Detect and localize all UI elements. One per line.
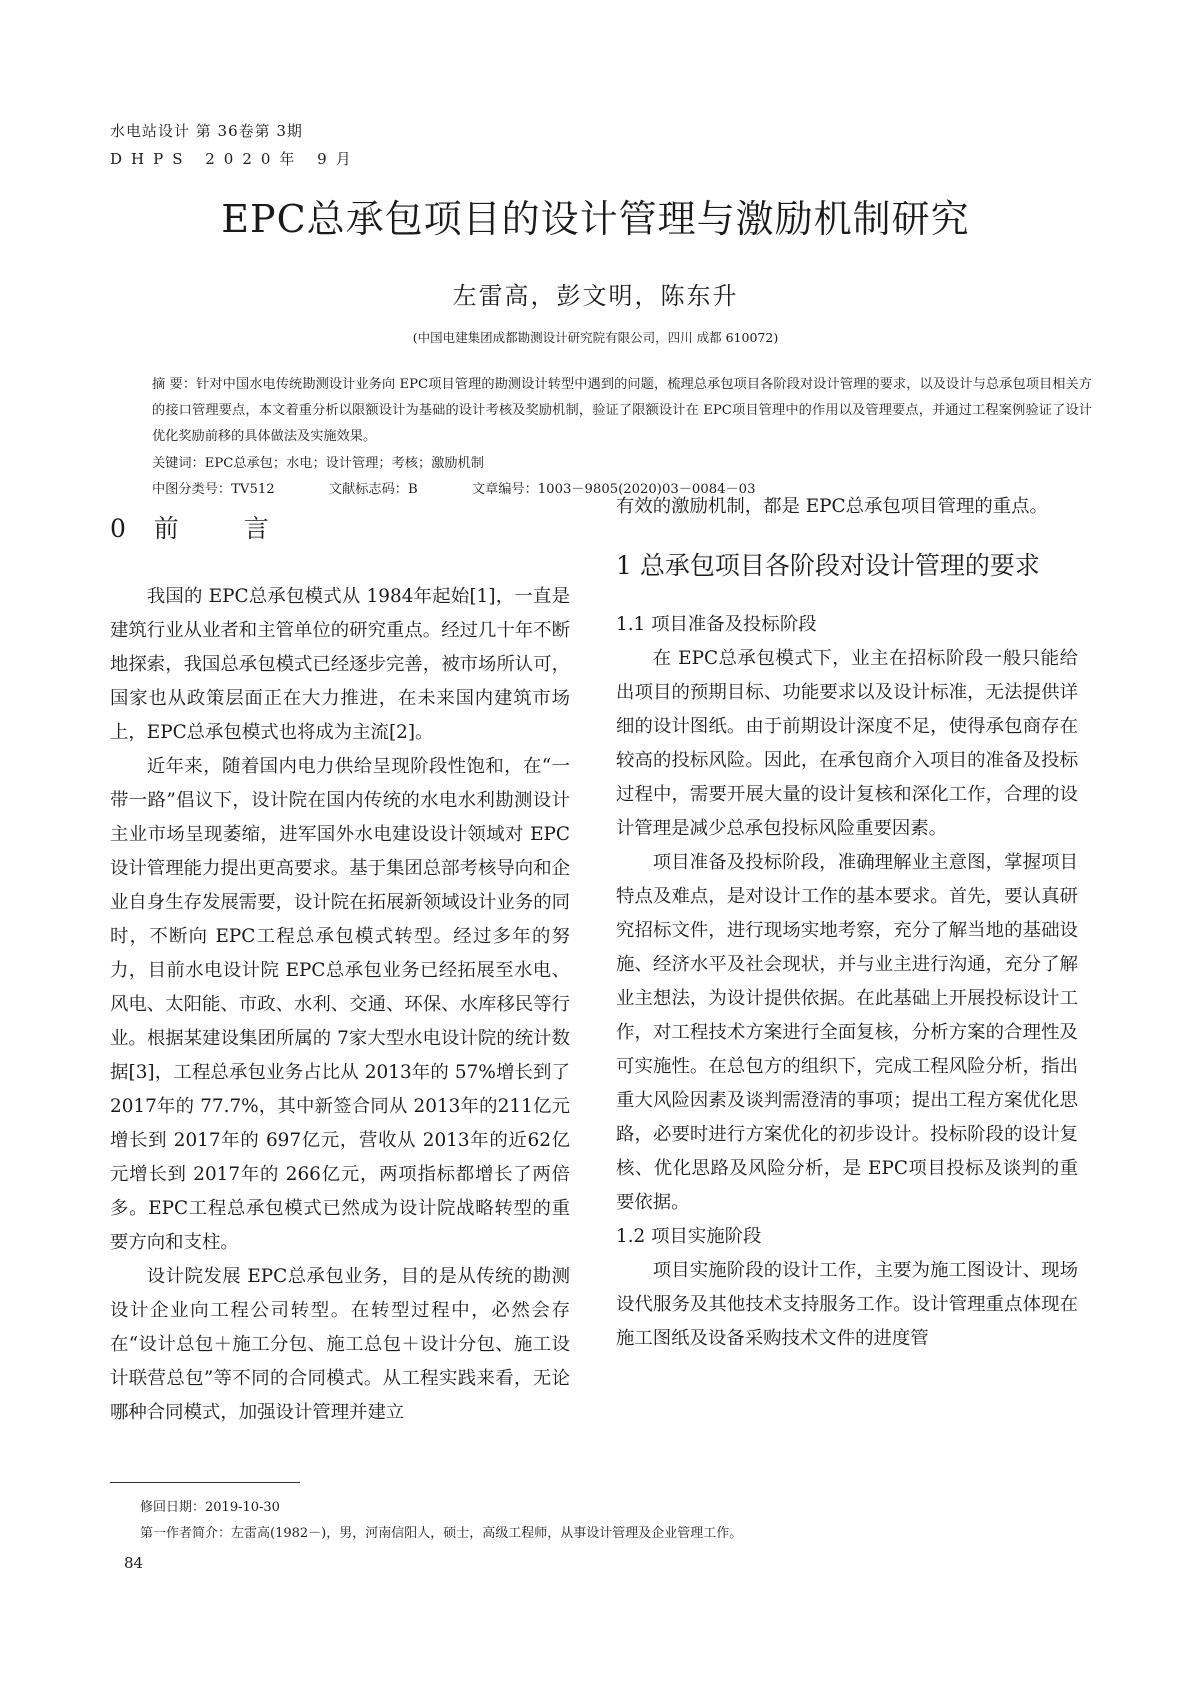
journal-name-issue: 水电站设计 第 36卷第 3期: [110, 122, 303, 140]
section-1-1-paragraph-1: 在 EPC总承包模式下，业主在招标阶段一般只能给出项目的预期目标、功能要求以及设计标准，无法提供详细的设计图纸。由于前期设计深度不足，使得承包商存在较高的投标风险。因此，在承包商介入项目的准备及投标过程中，需要开展大量的设计复核和深化工作，合理的设计管理是减少总承包投标风险重要因素。: [616, 648, 1078, 839]
paper-authors: 左雷高，彭文明，陈东升: [452, 282, 739, 310]
intro-paragraph-1: 我国的 EPC总承包模式从 1984年起始[1]，一直是建筑行业从业者和主管单位的研究重点。经过几十年不断地探索，我国总承包模式已经逐步完善，被市场所认可，国家也从政策层面正在大力推进，在未来国内建筑市场上，EPC总承包模式也将成为主流[2]。: [110, 586, 570, 743]
clc-number: 中图分类号：TV512: [152, 482, 275, 497]
section-1-1-paragraph-2: 项目准备及投标阶段，准确理解业主意图，掌握项目特点及难点，是对设计工作的基本要求。首先，要认真研究招标文件，进行现场实地考察，充分了解当地的基础设施、经济水平及社会现状，并与业主进行沟通，充分了解业主想法，为设计提供依据。在此基础上开展投标设计工作，对工程技术方案进行全面复核，分析方案的合理性及可实施性。在总包方的组织下，完成工程风险分析，指出重大风险因素及谈判需澄清的事项；提出工程方案优化思路，必要时进行方案优化的初步设计。投标阶段的设计复核、优化思路及风险分析，是 EPC项目投标及谈判的重要依据。: [616, 852, 1078, 1213]
section-number: 0: [110, 514, 127, 543]
footnote-divider: [110, 1482, 300, 1483]
received-date: 修回日期：2019-10-30: [140, 1500, 280, 1515]
subsection-1-2-heading: 1.2 项目实施阶段: [616, 1226, 762, 1247]
abstract: 摘 要：针对中国水电传统勘测设计业务向 EPC项目管理的勘测设计转型中遇到的问题，梳理总承包项目各阶段对设计管理的要求，以及设计与总承包项目相关方的接口管理要点，本文着重分析以限额设计为基础的设计考核及奖励机制，验证了限额设计在 EPC项目管理中的作用以及管理要点，并通过工程案例验证了设计优化奖励前移的具体做法及实施效果。: [152, 377, 1092, 444]
author-affiliation: (中国电建集团成都勘测设计研究院有限公司，四川 成都 610072): [412, 330, 779, 345]
paper-title: EPC总承包项目的设计管理与激励机制研究: [221, 197, 970, 241]
intro-paragraph-3: 设计院发展 EPC总承包业务，目的是从传统的勘测设计企业向工程公司转型。在转型过程中，必然会存在“设计总包＋施工分包、施工总包＋设计分包、施工设计联营总包”等不同的合同模式。从工程实践来看，无论哪种合同模式，加强设计管理并建立: [110, 1266, 570, 1423]
document-code: 文献标志码：B: [328, 482, 418, 497]
left-column-body: [110, 580, 570, 1430]
section-1-2-paragraph-1: 项目实施阶段的设计工作，主要为施工图设计、现场设代服务及其他技术支持服务工作。设计管理重点体现在施工图纸及设备采购技术文件的进度管: [616, 1260, 1078, 1349]
journal-abbrev-date: DHPS 2020年 9月: [110, 150, 360, 168]
keywords: 关键词：EPC总承包；水电；设计管理；考核；激励机制: [152, 456, 484, 471]
section-1-heading: 1 总承包项目各阶段对设计管理的要求: [616, 551, 1040, 580]
author-bio: 第一作者简介：左雷高(1982－)，男，河南信阳人，硕士，高级工程师，从事设计管理及企业管理工作。: [140, 1526, 743, 1541]
section-0-heading: [110, 512, 570, 546]
right-column-body: [616, 490, 1078, 1356]
section-title-part-b: 言: [243, 514, 270, 543]
intro-paragraph-2: 近年来，随着国内电力供给呈现阶段性饱和，在“一带一路”倡议下，设计院在国内传统的水电水利勘测设计主业市场呈现萎缩，进军国外水电建设设计领域对 EPC设计管理能力提出更高要求。基于集团总部考核导向和企业自身生存发展需要，设计院在拓展新领域设计业务的同时，不断向 EPC工程总承包模式转型。经过多年的努力，目前水电设计院 EPC总承包业务已经拓展至水电、风电、太阳能、市政、水利、交通、环保、水库移民等行业。根据某建设集团所属的 7家大型水电设计院的统计数据[3]，工程总承包业务占比从 2013年的 57%增长到了2017年的 77.7%，其中新签合同从 2013年的211亿元增长到 2017年的 697亿元，营收从 2013年的近62亿元增长到 2017年的 266亿元，两项指标都增长了两倍多。EPC工程总承包模式已然成为设计院战略转型的重要方向和支柱。: [110, 756, 570, 1253]
page-number: 84: [124, 1554, 144, 1572]
section-title-part-a: 前: [153, 514, 180, 543]
article-number: 文章编号：1003－9805(2020)03－0084－03: [471, 482, 756, 497]
subsection-1-1-heading: 1.1 项目准备及投标阶段: [616, 614, 817, 635]
continuation-paragraph: 有效的激励机制，都是 EPC总承包项目管理的重点。: [616, 496, 1048, 517]
